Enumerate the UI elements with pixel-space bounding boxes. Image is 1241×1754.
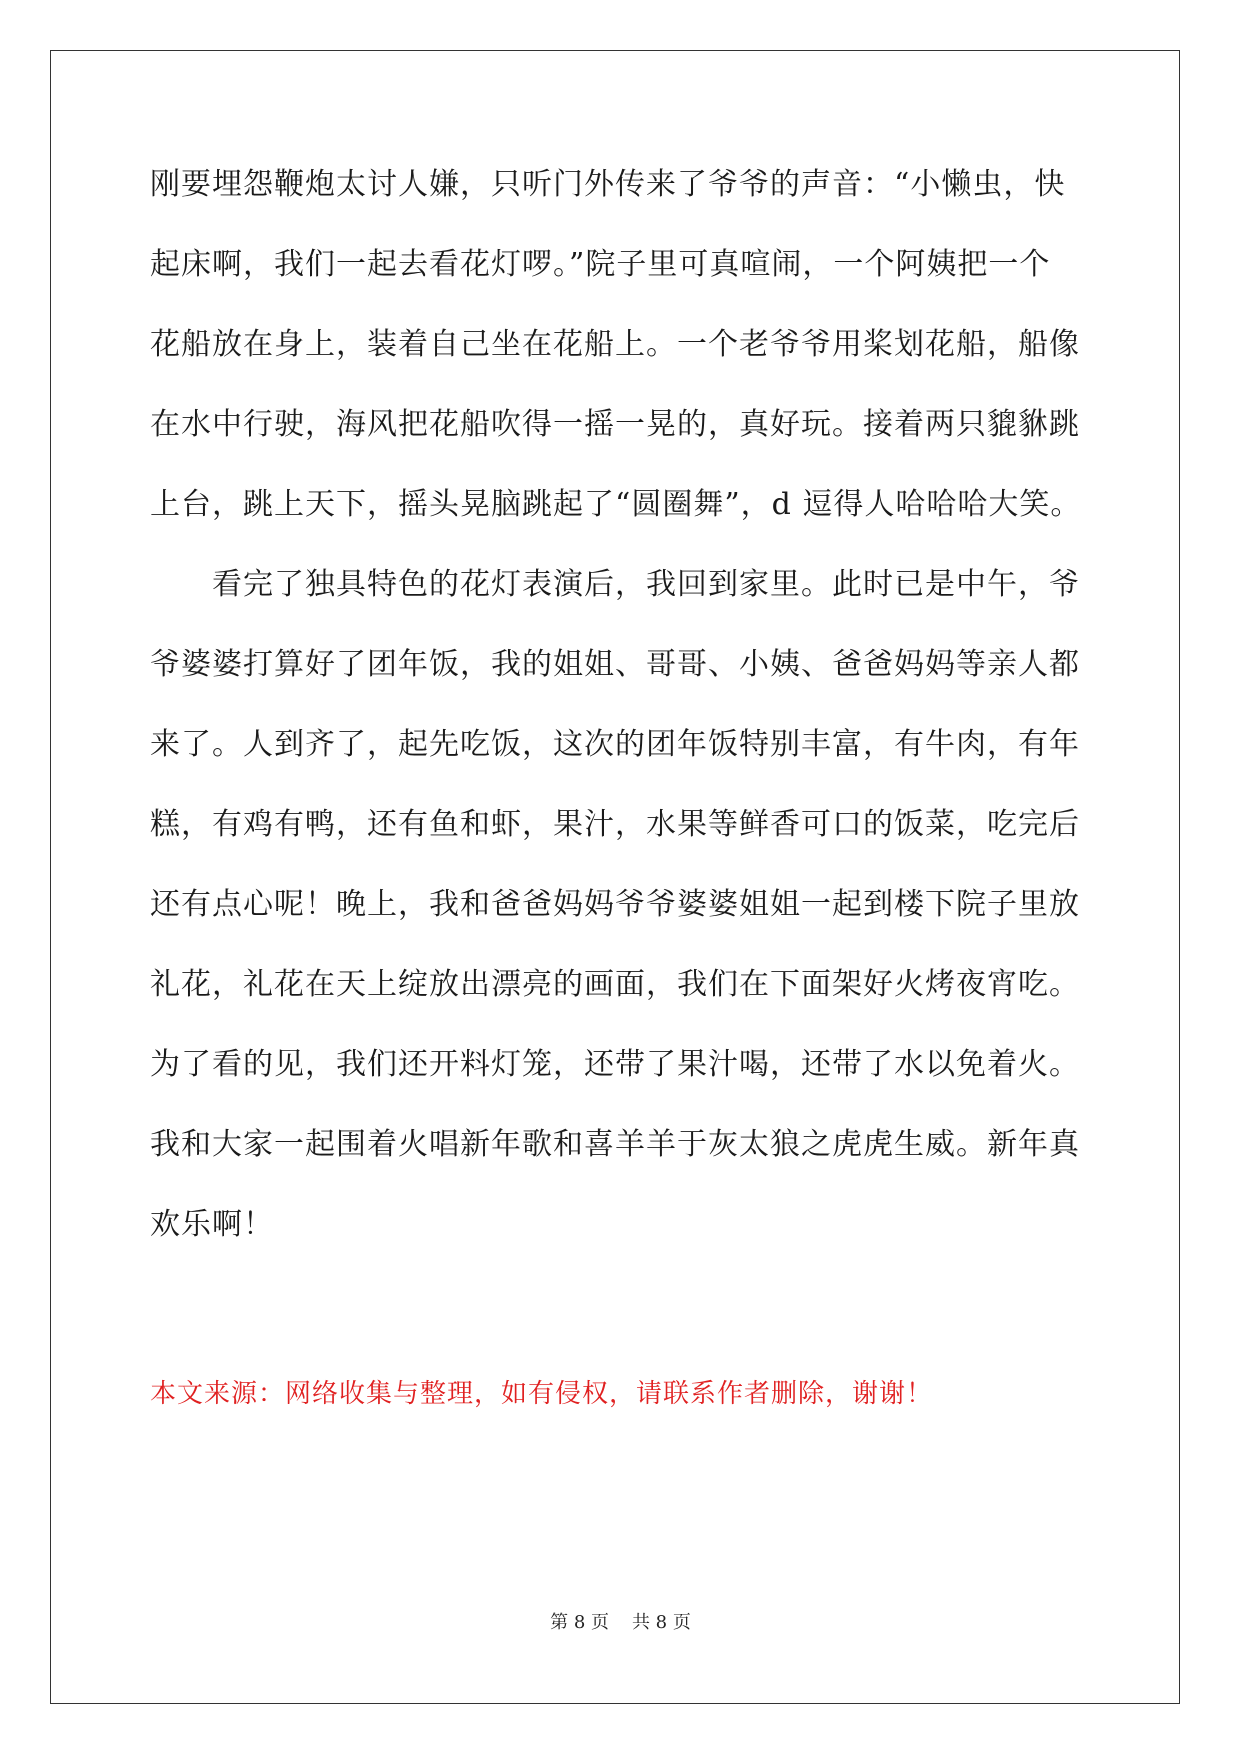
text-line: 在水中行驶，海风把花船吹得一摇一晃的，真好玩。接着两只貔貅跳 xyxy=(150,407,1080,442)
text-line: 来了。人到齐了，起先吃饭，这次的团年饭特别丰富，有牛肉，有年 xyxy=(150,727,1080,762)
text-line: 我和大家一起围着火唱新年歌和喜羊羊于灰太狼之虎虎生威。新年真 xyxy=(150,1127,1080,1162)
text-line: 糕，有鸡有鸭，还有鱼和虾，果汁，水果等鲜香可口的饭菜，吃完后 xyxy=(150,807,1080,842)
text-line: 为了看的见，我们还开料灯笼，还带了果汁喝，还带了水以免着火。 xyxy=(150,1047,1080,1082)
text-line: 花船放在身上，装着自己坐在花船上。一个老爷爷用桨划花船，船像 xyxy=(150,327,1080,362)
text-line: 欢乐啊！ xyxy=(150,1207,274,1242)
body-text xyxy=(150,160,1090,1280)
text-line: 看完了独具特色的花灯表演后，我回到家里。此时已是中午，爷 xyxy=(150,567,1080,602)
text-line: 还有点心呢！晚上，我和爸爸妈妈爷爷婆婆姐姐一起到楼下院子里放 xyxy=(150,887,1080,922)
text-line: 上台，跳上天下，摇头晃脑跳起了“圆圈舞”，d 逗得人哈哈哈大笑。 xyxy=(150,487,1082,522)
text-line: 起床啊，我们一起去看花灯啰。”院子里可真喧闹，一个阿姨把一个 xyxy=(150,247,1051,282)
page-number-footer: 第 8 页 共 8 页 xyxy=(550,1612,691,1633)
text-line: 爷婆婆打算好了团年饭，我的姐姐、哥哥、小姨、爸爸妈妈等亲人都 xyxy=(150,647,1080,682)
text-line: 刚要埋怨鞭炮太讨人嫌，只听门外传来了爷爷的声音：“小懒虫，快 xyxy=(150,167,1066,202)
source-note: 本文来源：网络收集与整理，如有侵权，请联系作者删除，谢谢！ xyxy=(150,1379,934,1409)
text-line: 礼花，礼花在天上绽放出漂亮的画面，我们在下面架好火烤夜宵吃。 xyxy=(150,967,1080,1002)
